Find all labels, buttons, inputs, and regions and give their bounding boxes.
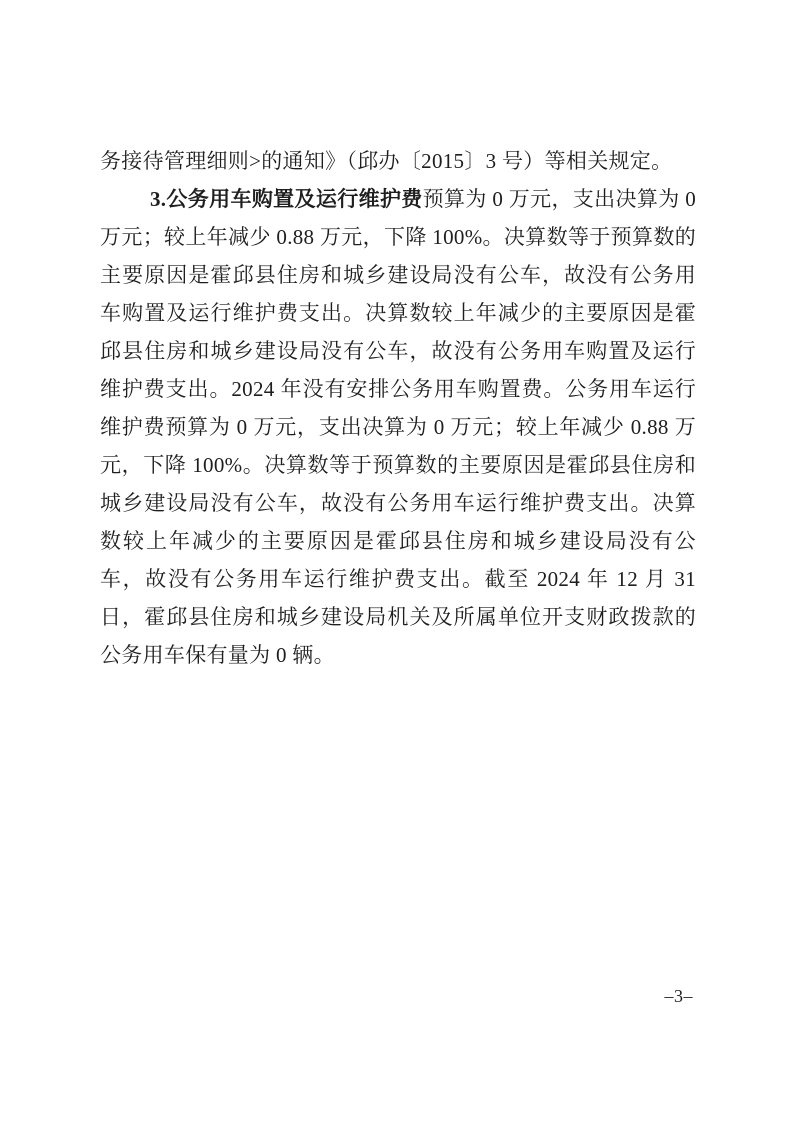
page-number: –3– bbox=[664, 986, 693, 1006]
paragraph-lead-bold: 3.公务用车购置及运行维护费 bbox=[150, 187, 423, 211]
paragraph-continuation: 务接待管理细则>的通知》（邱办〔2015〕3 号）等相关规定。 bbox=[100, 149, 673, 173]
paragraph-vehicle-fees bbox=[100, 180, 696, 674]
paragraph-body-text: 预算为 0 万元，支出决算为 0 万元；较上年减少 0.88 万元，下降 100%。决算数等于预算数的主要原因是霍邱县住房和城乡建设局没有公车，故没有公务用车购置及运行维护费支出。决算数较上年减少的主要原因是霍邱县住房和城乡建设局没有公车，故没有公务用车购置及运行维护费支出。2024 年没有安排公务用车购置费。公务用车运行维护费预算为 0 万元，支出决算为 0 万元；较上年减少 0.88 万元，下降 100%。决算数等于预算数的主要原因是霍邱县住房和城乡建设局没有公车，故没有公务用车运行维护费支出。决算数较上年减少的主要原因是霍邱县住房和城乡建设局没有公车，故没有公务用车运行维护费支出。截至 2024 年 12 月 31 日，霍邱县住房和城乡建设局机关及所属单位开支财政拨款的公务用车保有量为 0 辆。 bbox=[100, 187, 696, 667]
document-content bbox=[100, 142, 696, 674]
